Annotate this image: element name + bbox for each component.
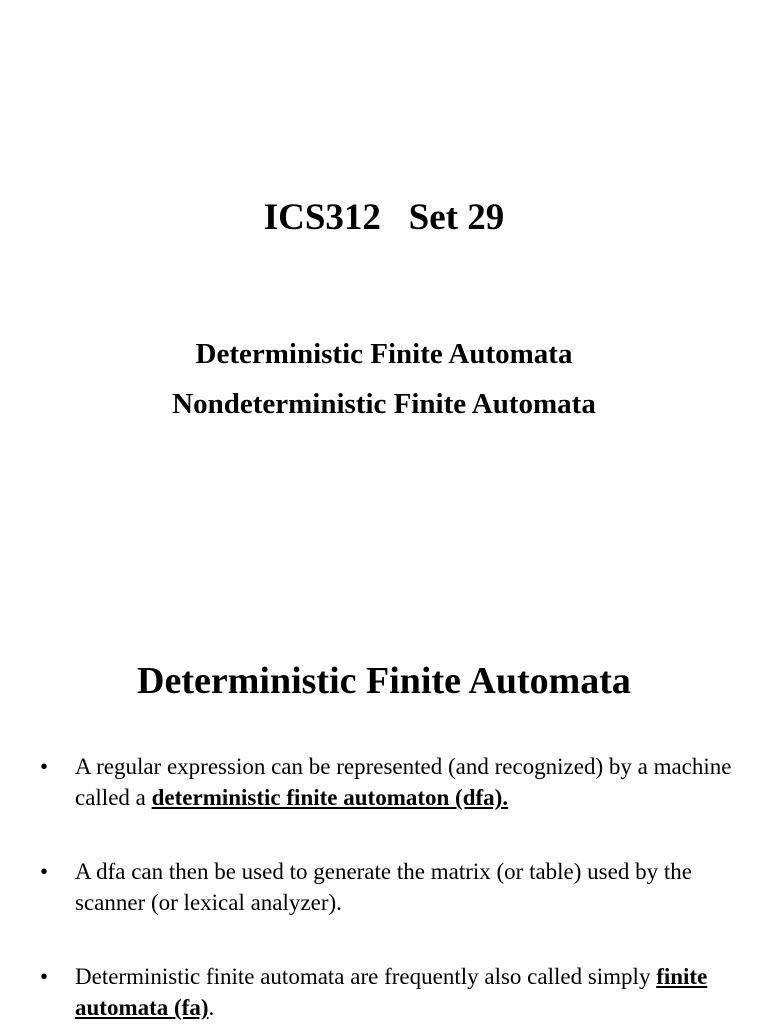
bullet-text [75,961,740,1023]
bullet-item [40,751,740,813]
slide-title: ICS312 Set 29 [263,197,505,238]
bullet-body: A dfa can then be used to generate the matrix (or table) used by the scanner (or lexical analyzer). [75,859,692,915]
bullet-emphasis: finite automata (fa) [75,964,708,1020]
bullet-body: A regular expression can be represented (and recognized) by a machine called a [75,754,732,810]
slide-heading: Deterministic Finite Automata [137,660,631,702]
bullet-emphasis: deterministic finite automaton (dfa). [151,785,509,810]
bullet-icon: • [40,754,49,779]
bullet-icon: • [40,964,49,989]
bullet-text [75,856,740,918]
bullet-item [40,856,740,918]
bullet-item [40,961,740,1023]
bullet-text [75,751,740,813]
bullet-icon: • [40,859,49,884]
subtitle-dfa: Deterministic Finite Automata [195,338,573,370]
bullet-tail: . [208,995,215,1020]
bullet-body: Deterministic finite automata are frequently also called simply [75,964,657,989]
subtitle-nfa: Nondeterministic Finite Automata [172,388,596,420]
content-slide [0,512,768,1024]
